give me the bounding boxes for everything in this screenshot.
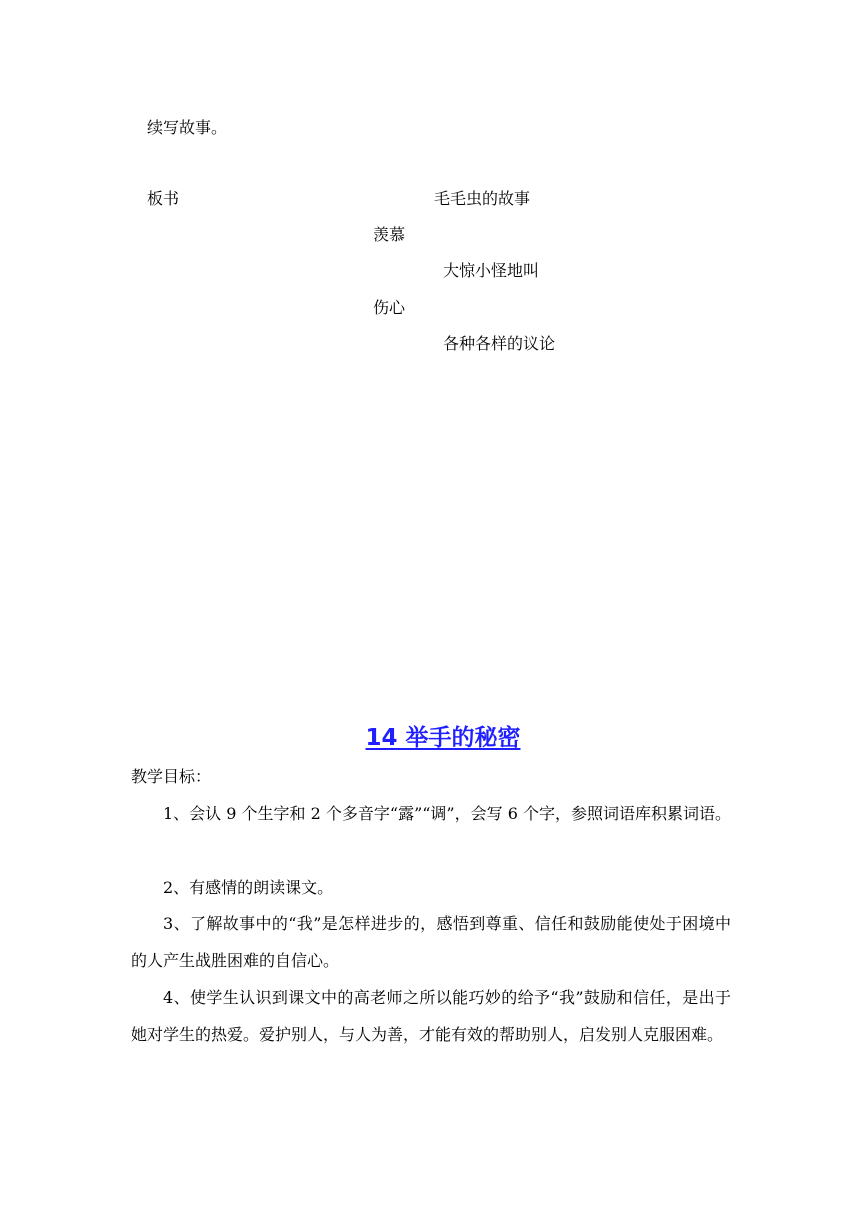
board-title: 毛毛虫的故事 [434,189,531,208]
board-line-exclaim: 大惊小怪地叫 [443,261,540,280]
goal-4: 4、使学生认识到课文中的高老师之所以能巧妙的给予“我”鼓励和信任，是出于她对学生的热爱。爱护别人，与人为善，才能有效的帮助别人，启发别人克服困难。 [131,988,731,1044]
continue-story-text: 续写故事。 [147,118,228,137]
board-line-admire: 羡慕 [373,225,406,244]
board-line-discussion: 各种各样的议论 [443,334,556,353]
goal-1: 1、会认 9 个生字和 2 个多音字“露”“调”，会写 6 个字，参照词语库积累词语。 [163,804,731,823]
lesson-title-link[interactable]: 14 举手的秘密 [365,725,521,751]
board-label: 板书 [147,189,180,208]
goal-2: 2、有感情的朗读课文。 [163,878,334,897]
goals-heading: 教学目标： [131,767,212,786]
board-line-sad: 伤心 [373,298,406,317]
goal-3: 3、了解故事中的“我”是怎样进步的，感悟到尊重、信任和鼓励能使处于困境中的人产生战胜困难的自信心。 [131,914,731,970]
